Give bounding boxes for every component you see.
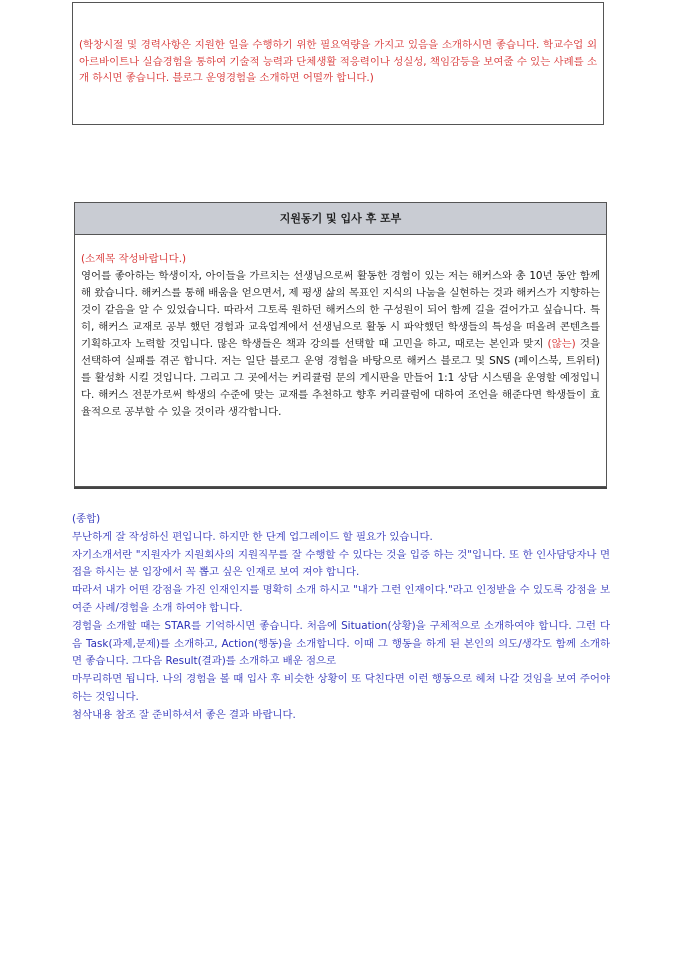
motivation-aspiration-header: 지원동기 및 입사 후 포부: [75, 203, 606, 235]
feedback-paragraph-1: 무난하게 잘 작성하신 편입니다. 하지만 한 단계 업그레이드 할 필요가 있습니다.: [72, 530, 433, 543]
motivation-essay-text: [81, 268, 600, 421]
feedback-title: (종합): [72, 513, 101, 525]
feedback-paragraph-4: 경험을 소개할 때는 STAR를 기억하시면 좋습니다. 처음에 Situation(상황)을 구체적으로 소개하여야 합니다. 그런 다음 Task(과제,문제)를 소개하고, Action(행동)을 소개합니다. 이때 그 행동을 하게 된 본인의 의도/생각도 함께 소개하면 좋습니다. 그다음 Result(결과)를 소개하고 배운 점으로: [72, 619, 610, 668]
feedback-paragraph-3: 따라서 내가 어떤 강점을 가진 인재인지를 명확히 소개 하시고 "내가 그런 인재이다."라고 인정받을 수 있도록 강점을 보여준 사례/경험을 소개 하여야 합니다.: [72, 584, 610, 614]
motivation-aspiration-body: [75, 235, 606, 421]
subtitle-placeholder: (소제목 작성바랍니다.): [81, 253, 187, 265]
motivation-aspiration-box: [74, 202, 607, 487]
feedback-paragraph-6: 첨삭내용 참조 잘 준비하셔서 좋은 결과 바랍니다.: [72, 708, 296, 721]
education-career-box: [72, 2, 604, 125]
essay-text-part-2: 것을 선택하여 실패를 겪곤 합니다. 저는 일단 블로그 운영 경험을 바탕으로 해커스 블로그 및 SNS (페이스북, 트위터) 를 활성화 시킬 것입니다. 그리고 그 곳에서는 커리큘럼 문의 게시판을 만들어 1:1 상담 시스템을 운영할 예정입니다. 해커스 전문가로써 학생의 수준에 맞는 교재를 추천하고 향후 커리큘럼에 대하여 조언을 해준다면 학생들이 효율적으로 공부할 수 있을 것이라 생각합니다.: [81, 338, 600, 418]
essay-correction-highlight: (않는): [547, 338, 576, 350]
essay-text-part-1: 영어를 좋아하는 학생이자, 아이들을 가르치는 선생님으로써 활동한 경험이 있는 저는 해커스와 총 10년 동안 함께 해 왔습니다. 해커스를 통해 배움을 얻으면서, 제 평생 삶의 목표인 지식의 나눔을 실현하는 것과 해커스가 지향하는 것이 같음을 알 수 있었습니다. 따라서 그토록 원하던 해커스의 한 구성원이 되어 함께 길을 걸어가고 싶습니다. 특히, 해커스 교재로 공부 했던 경험과 교육업계에서 선생님으로 활동 시 파악했던 학생들의 특성을 떠올려 콘텐츠를 기획하고자 노력할 것입니다. 많은 학생들은 책과 강의를 선택할 때 고민을 하고, 때로는 본인과 맞지: [81, 270, 600, 350]
overall-feedback: [72, 511, 610, 725]
education-career-guidance: (학창시절 및 경력사항은 지원한 일을 수행하기 위한 필요역량을 가지고 있음을 소개하시면 좋습니다. 학교수업 외 아르바이트나 실습경험을 통하여 기술적 능력과 단체생활 적응력이나 성실성, 책임감등을 보여줄 수 있는 사례를 소개 하시면 좋습니다. 블로그 운영경험을 소개하면 어떨까 합니다.): [79, 39, 597, 84]
feedback-paragraph-5: 마무리하면 됩니다. 나의 경험을 볼 때 입사 후 비슷한 상황이 또 닥친다면 이런 행동으로 헤쳐 나갈 것임을 보여 주어야 하는 것입니다.: [72, 673, 610, 703]
feedback-paragraph-2: 자기소개서란 "지원자가 지원회사의 지원직무를 잘 수행할 수 있다는 것을 입증 하는 것"입니다. 또 한 인사담당자나 면접을 하시는 분 입장에서 꼭 뽑고 싶은 인재로 보여 져야 합니다.: [72, 548, 610, 579]
section-divider: [74, 487, 607, 489]
